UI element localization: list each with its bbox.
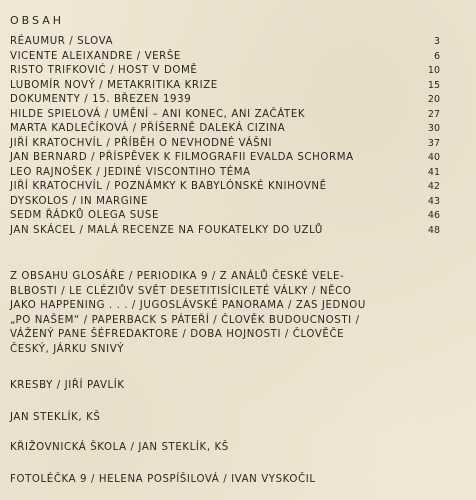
toc-page-number: 30 [427, 123, 440, 134]
toc-page-number: 37 [427, 137, 440, 149]
toc-row [10, 167, 440, 182]
toc-title: JAN SKÁCEL / MALÁ RECENZE NA FOUKATELKY DO UZLŮ [10, 224, 323, 236]
toc-row [10, 181, 440, 196]
toc-row [10, 225, 440, 240]
toc-title: RISTO TRIFKOVIĆ / HOST V DOMĚ [10, 65, 198, 76]
toc-title: DOKUMENTY / 15. BŘEZEN 1939 [10, 94, 192, 105]
glossary-line: JAKO HAPPENING . . . / JUGOSLÁVSKÉ PANORAMA / ZAS JEDNOU [10, 300, 366, 312]
glossary-paragraph [10, 270, 440, 358]
toc-page-number: 27 [427, 108, 440, 120]
toc-row [10, 51, 440, 66]
toc-page-number: 41 [427, 166, 440, 178]
toc-row [10, 138, 440, 153]
glossary-line: „PO NAŠEM“ / PAPERBACK S PÁTEŘÍ / ČLOVĚK BUDOUCNOSTI / [10, 314, 360, 326]
toc-title: LUBOMÍR NOVÝ / METAKRITIKA KRIZE [10, 79, 218, 91]
toc-page-number: 15 [427, 79, 440, 91]
toc-title: DYSKOLOS / IN MARGINE [10, 195, 149, 207]
toc-title: MARTA KADLEČÍKOVÁ / PŘÍŠERNĚ DALEKÁ CIZINA [10, 123, 286, 134]
toc-row [10, 210, 440, 225]
toc-row [10, 152, 440, 167]
toc-row [10, 123, 440, 138]
toc-title: SEDM ŘÁDKŮ OLEGA SUSE [10, 210, 160, 221]
toc-row [10, 65, 440, 80]
toc-row [10, 94, 440, 109]
toc-page-number: 6 [433, 50, 440, 62]
toc-page-number: 46 [427, 210, 440, 221]
glossary-line: ČESKÝ, JÁRKU SNIVÝ [10, 343, 125, 355]
school-credit: KŘIŽOVNICKÁ ŠKOLA / JAN STEKLÍK, KŠ [10, 442, 229, 453]
contents-heading: OBSAH [10, 14, 64, 27]
illustrations-credit-2: JAN STEKLÍK, KŠ [10, 412, 101, 423]
toc-page-number: 42 [427, 181, 440, 192]
glossary-line: VÁŽENÝ PANE ŠÉFREDAKTORE / DOBA HOJNOSTI / ČLOVĚČE [10, 329, 345, 341]
toc-row [10, 80, 440, 95]
toc-row [10, 109, 440, 124]
toc-title: RÉAUMUR / SLOVA [10, 36, 114, 47]
toc-title: LEO RAJNOŠEK / JEDINÉ VISCONTIHO TÉMA [10, 166, 251, 178]
toc-page-number: 43 [427, 195, 440, 207]
toc-title: VICENTE ALEIXANDRE / VERŠE [10, 50, 181, 62]
table-of-contents [10, 36, 440, 239]
illustrations-credit: KRESBY / JIŘÍ PAVLÍK [10, 380, 125, 391]
toc-title: JIŘÍ KRATOCHVÍL / POZNÁMKY K BABYLÓNSKÉ KNIHOVNĚ [10, 181, 327, 192]
glossary-line: Z OBSAHU GLOSÁŘE / PERIODIKA 9 / Z ANÁLŮ ČESKÉ VELE- [10, 271, 345, 282]
toc-page-number: 48 [427, 224, 440, 236]
toc-row [10, 36, 440, 51]
glossary-line: BLBOSTI / LE CLÉZIŮV SVĚT DESETITISÍCILETÉ VÁLKY / NĚCO [10, 285, 352, 297]
toc-title: JIŘÍ KRATOCHVÍL / PŘÍBĚH O NEVHODNÉ VÁŠNI [10, 137, 273, 149]
toc-page-number: 10 [427, 65, 440, 76]
toc-row [10, 196, 440, 211]
toc-page-number: 40 [427, 152, 440, 163]
toc-title: HILDE SPIELOVÁ / UMĚNÍ – ANI KONEC, ANI ZAČÁTEK [10, 108, 306, 120]
photo-credit: FOTOLÉČKA 9 / HELENA POSPÍŠILOVÁ / IVAN VYSKOČIL [10, 474, 316, 485]
toc-page-number: 20 [427, 94, 440, 105]
toc-page-number: 3 [433, 36, 440, 47]
toc-title: JAN BERNARD / PŘÍSPĚVEK K FILMOGRAFII EVALDA SCHORMA [10, 152, 354, 163]
